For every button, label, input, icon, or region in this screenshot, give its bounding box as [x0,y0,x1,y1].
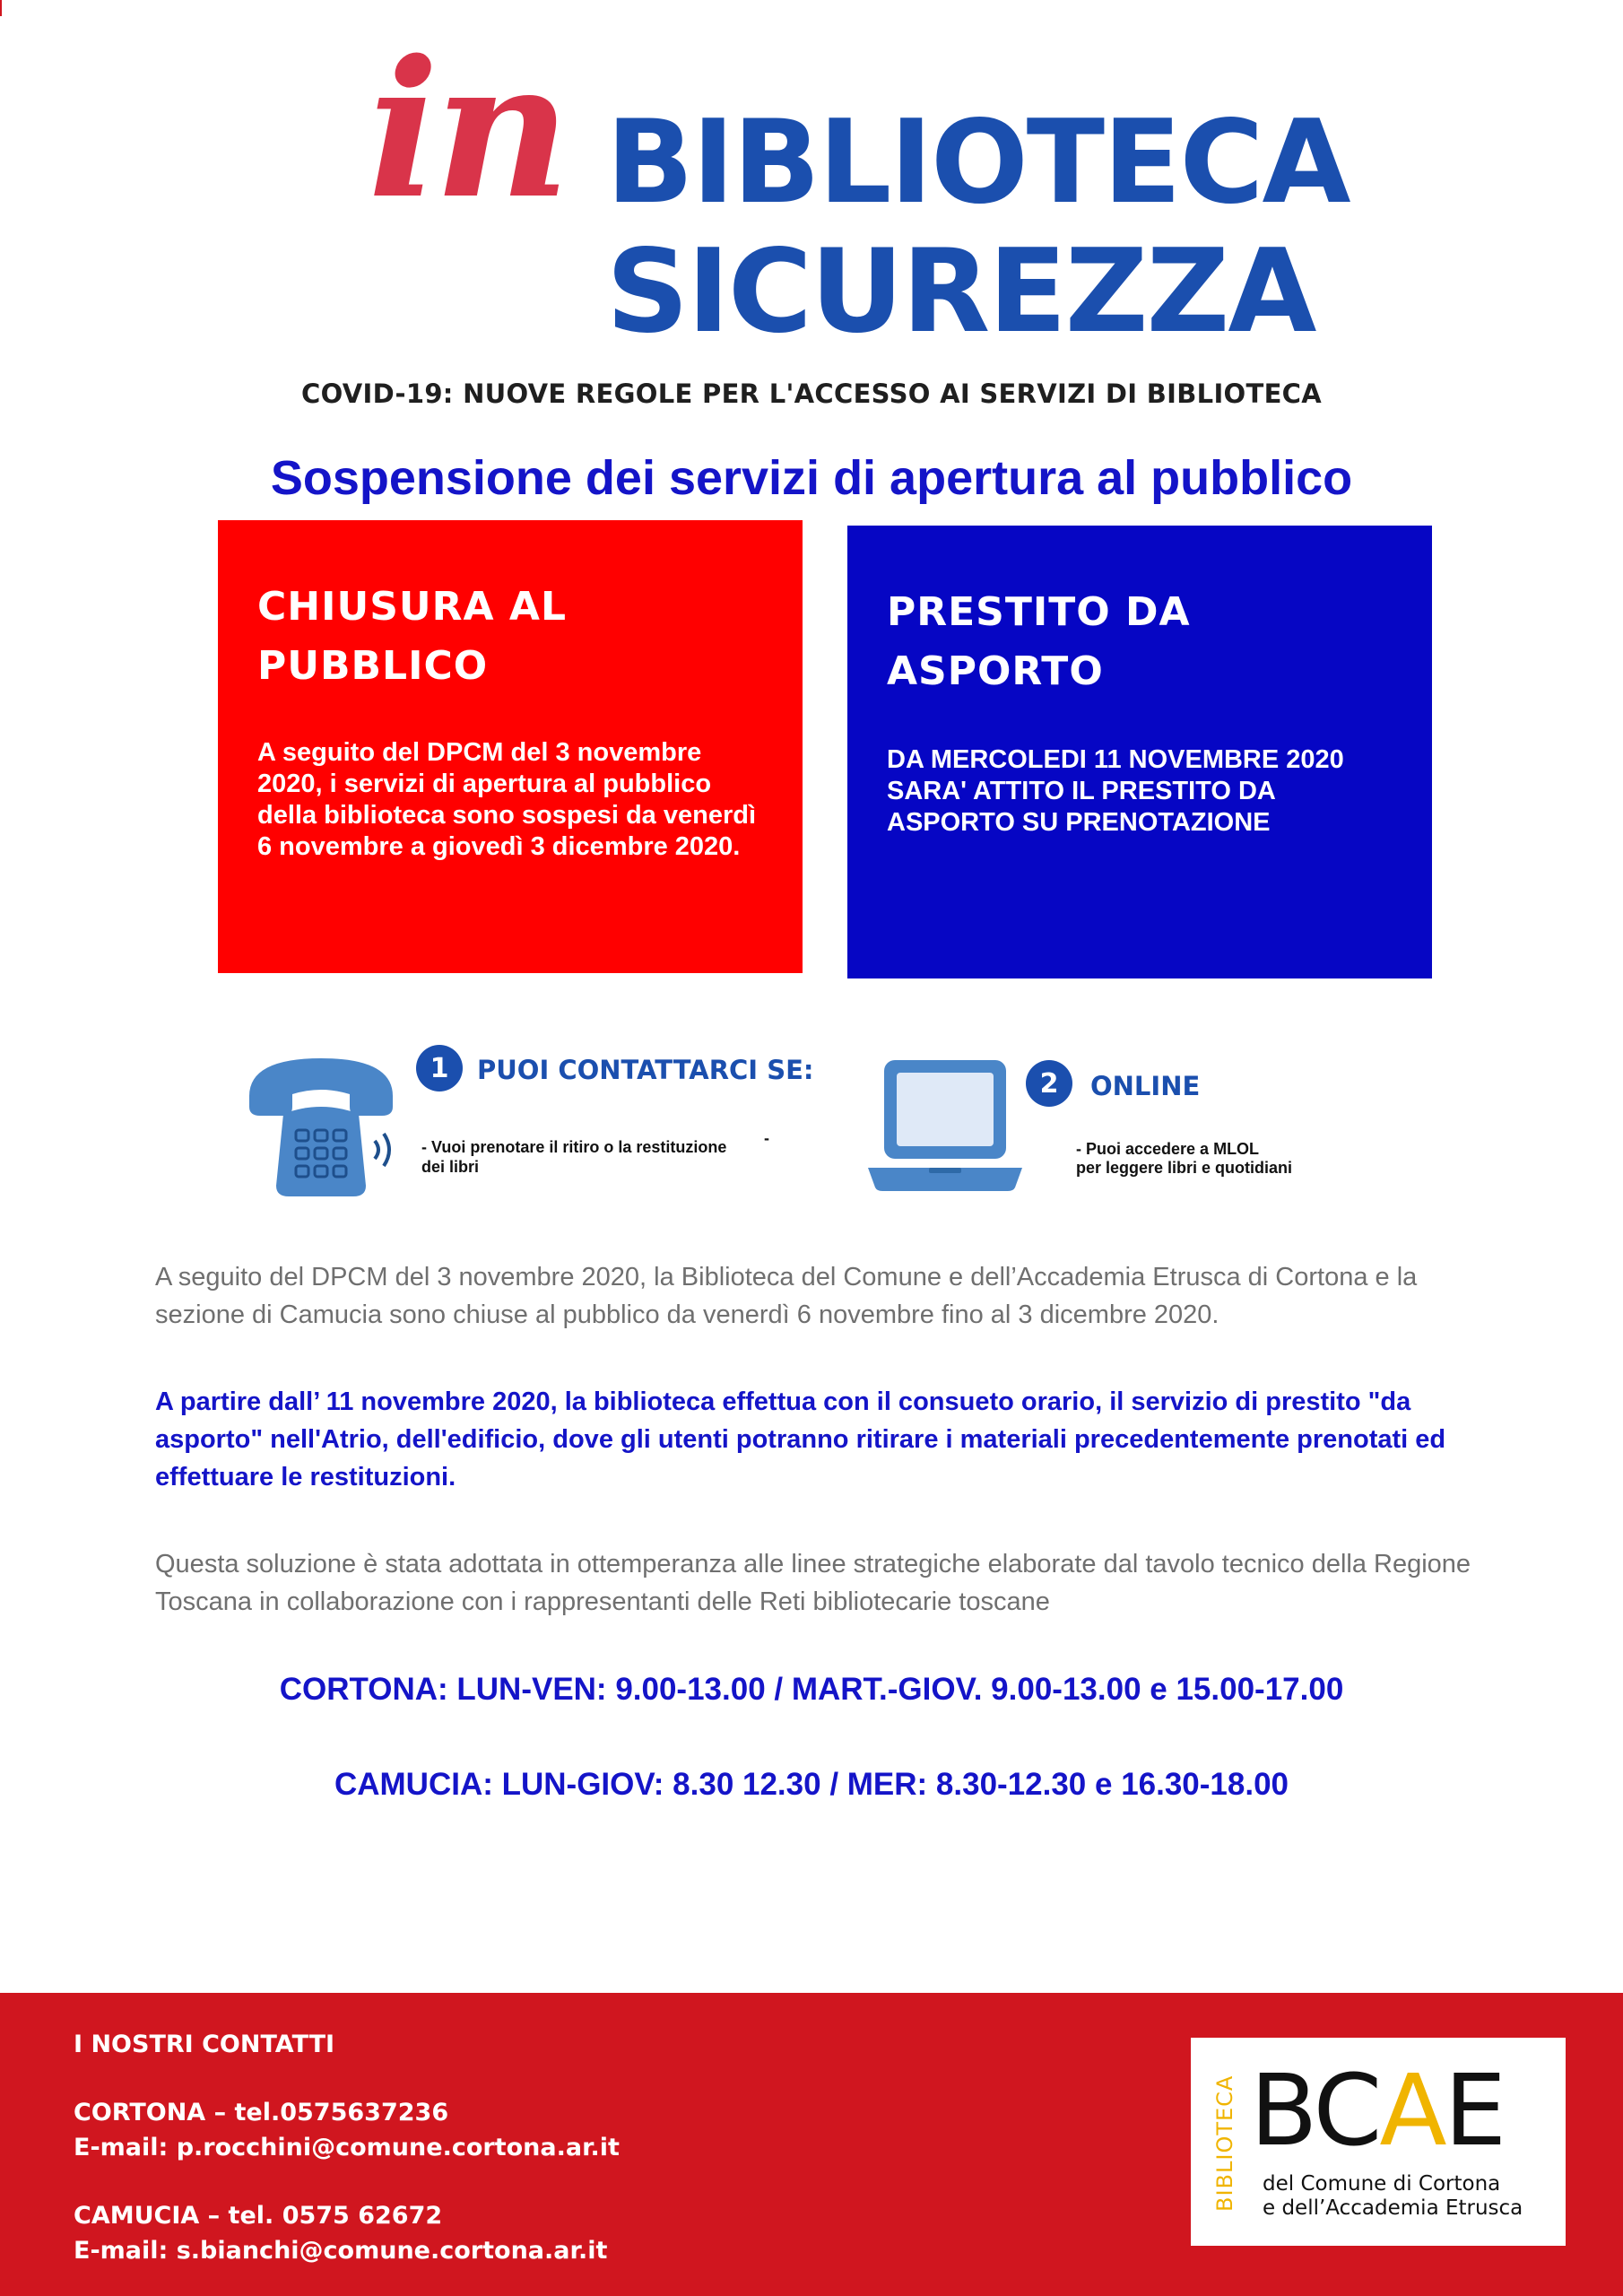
bcae-logo-letters: BCAE [1250,2053,1505,2168]
phone-option-note: - Vuoi prenotare il ritiro o la restituzione dei libri [421,1138,727,1176]
footer-cortona-phone: CORTONA – tel.0575637236 [74,2099,449,2126]
laptop-icon [864,1057,1026,1193]
step-two-badge: 2 [1026,1060,1072,1107]
corner-marker [0,0,2,16]
phone-option-dash: - [764,1129,769,1147]
takeaway-title: PRESTITO DA ASPORTO [887,589,1191,694]
page-headline: Sospensione dei servizi di apertura al pubblico [270,451,1353,505]
bcae-logo [1191,2038,1566,2246]
takeaway-box [847,526,1432,978]
logo-word-sicurezza: SICUREZZA [606,225,1315,359]
bcae-logo-vertical-label: BIBLIOTECA [1212,2074,1237,2213]
hours-camucia: CAMUCIA: LUN-GIOV: 8.30 12.30 / MER: 8.30-12.30 e 16.30-18.00 [334,1767,1289,1802]
online-option-note-line2: per leggere libri e quotidiani [1076,1159,1293,1177]
phone-option-title: PUOI CONTATTARCI SE: [477,1055,814,1085]
online-option-note-line1: - Puoi accedere a MLOL [1076,1140,1260,1158]
closure-title: CHIUSURA AL PUBBLICO [257,584,567,689]
footer-cortona-email: E-mail: p.rocchini@comune.cortona.ar.it [74,2134,620,2161]
closure-box [218,520,803,973]
footer-camucia-phone: CAMUCIA – tel. 0575 62672 [74,2202,443,2230]
online-option-title: ONLINE [1090,1071,1201,1101]
bcae-logo-subtitle: del Comune di Cortona e dell’Accademia Etrusca [1263,2172,1523,2220]
takeaway-text: DA MERCOLEDI 11 NOVEMBRE 2020 SARA' ATTITO IL PRESTITO DA ASPORTO SU PRENOTAZIONE [887,745,1344,837]
closure-text: A seguito del DPCM del 3 novembre 2020, i servizi di apertura al pubblico della biblioteca sono sospesi da venerdì 6 novembre a giovedì 3 dicembre 2020. [257,738,756,861]
logo-in-script: in [368,19,566,240]
footer-camucia-email: E-mail: s.bianchi@comune.cortona.ar.it [74,2237,608,2265]
logo-word-biblioteca: BIBLIOTECA [606,96,1350,230]
paragraph-regional-guidelines: Questa soluzione è stata adottata in ottemperanza alle linee strategiche elaborate dal tavolo tecnico della Regione Toscana in collaborazione con i rappresentanti delle Reti bibliotecarie toscane [155,1550,1471,1616]
hours-cortona: CORTONA: LUN-VEN: 9.00-13.00 / MART.-GIOV. 9.00-13.00 e 15.00-17.00 [279,1672,1344,1707]
footer-heading: I NOSTRI CONTATTI [74,2031,335,2058]
step-one-badge: 1 [416,1045,463,1091]
paragraph-takeaway-service: A partire dall’ 11 novembre 2020, la biblioteca effettua con il consueto orario, il servizio di prestito "da asporto" nell'Atrio, dell'edificio, dove gli utenti potranno ritirare i materiali precedentemente prenotati ed effettuare le restituzioni. [155,1387,1446,1492]
paragraph-closure-info: A seguito del DPCM del 3 novembre 2020, la Biblioteca del Comune e dell’Accademia Etrusca di Cortona e la sezione di Camucia sono chiuse al pubblico da venerdì 6 novembre fino al 3 dicembre 2020. [155,1263,1418,1329]
telephone-icon [240,1051,402,1204]
header-subtitle: COVID-19: NUOVE REGOLE PER L'ACCESSO AI SERVIZI DI BIBLIOTECA [301,378,1322,409]
